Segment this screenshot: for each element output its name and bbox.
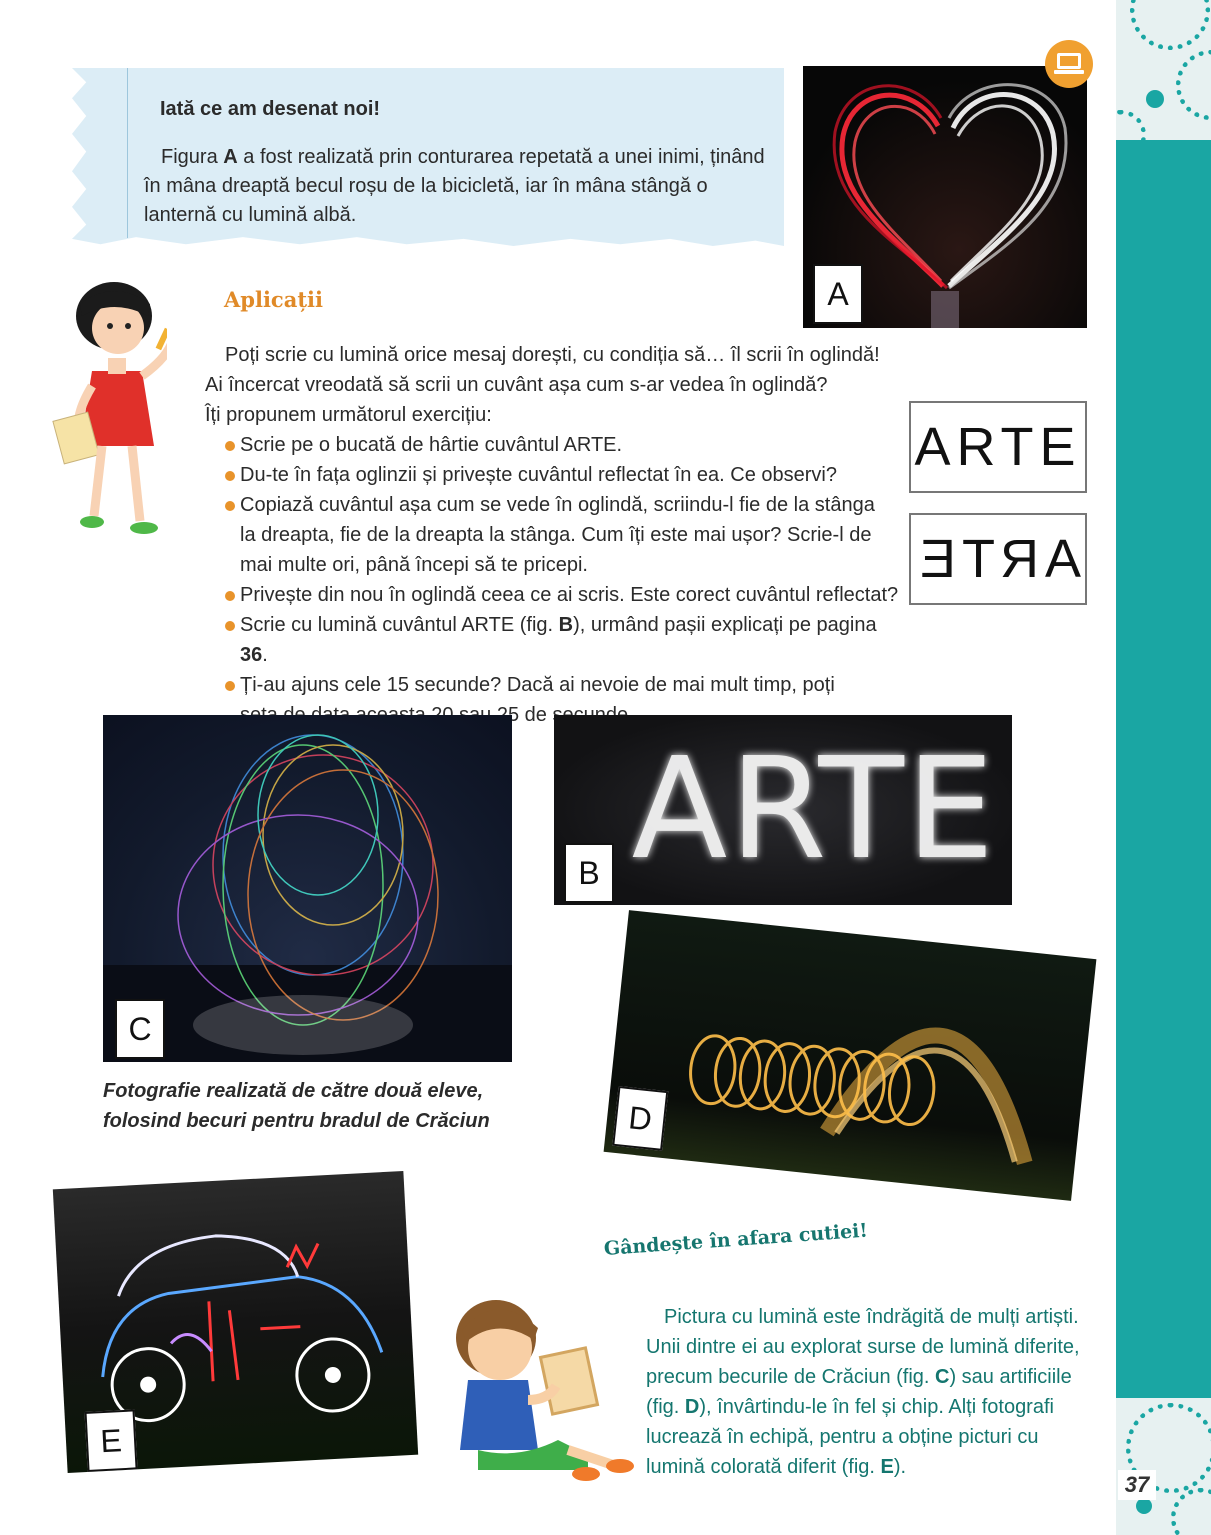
girl-thinking-illustration	[52, 276, 167, 546]
intro-line-2: Ai încercat vreodată să scrii un cuvânt așa cum s-ar vedea în oglindă?	[205, 374, 828, 396]
list-item: Privește din nou în oglindă ceea ce ai scris. Este corect cuvântul reflectat?	[205, 580, 905, 610]
photo-e-label: E	[85, 1409, 138, 1472]
photo-c-christmas-lights	[103, 715, 512, 1062]
list-item: Scrie pe o bucată de hârtie cuvântul ARTE.	[205, 430, 905, 460]
list-item: Scrie cu lumină cuvântul ARTE (fig. B), urmând pașii explicați pe pagina 36.	[205, 610, 905, 670]
bullet-dot	[225, 501, 235, 511]
bullet-dot	[225, 621, 235, 631]
photo-e-light-car	[53, 1171, 418, 1473]
arte-word-box: ARTE	[909, 401, 1087, 493]
photo-d-sparkler-spirals	[604, 910, 1097, 1201]
side-band	[1116, 0, 1211, 1535]
applications-text	[205, 340, 905, 730]
note-margin-line	[127, 68, 128, 238]
photo-b-arte-light	[554, 715, 1012, 905]
photo-c-caption: Fotografie realizată de către două eleve, folosind becuri pentru bradul de Crăciun	[103, 1080, 490, 1132]
page-number: 37	[1118, 1470, 1156, 1500]
side-band-top-pattern	[1116, 0, 1211, 140]
photo-a-light-heart	[803, 66, 1087, 328]
bullet-dot	[225, 681, 235, 691]
bullet-dot	[225, 441, 235, 451]
think-body: Pictura cu lumină este îndrăgită de mulți artiști. Unii dintre ei au explorat surse de lumină diferite, precum becurile de Crăciun (fig. C) sau artificiile (fig. D), învârtindu-le în fel și chip. Alți fotografi lucrează în echipă, pentru a obține picturi cu lumină colorată diferit (fig. E).	[646, 1306, 1080, 1478]
bullet-dot	[225, 591, 235, 601]
photo-c-label: C	[115, 999, 165, 1059]
note-title: Iată ce am desenat noi!	[160, 98, 381, 120]
photo-b-label: B	[564, 843, 614, 903]
sparkler-illustration	[604, 910, 1097, 1201]
list-item: Du-te în fața oglinzii și privește cuvântul reflectat în ea. Ce observi?	[205, 460, 905, 490]
boy-reading-illustration	[438, 1290, 638, 1485]
think-title: Gândește în afara cutiei!	[603, 1219, 869, 1260]
photo-a-label: A	[813, 264, 863, 324]
intro-line-3: Îți propunem următorul exercițiu:	[205, 404, 492, 426]
side-band-bottom-pattern	[1116, 1398, 1211, 1535]
bullet-dot	[225, 471, 235, 481]
photo-d-label: D	[612, 1086, 668, 1151]
light-written-word: ARTE	[631, 728, 997, 891]
intro-line-1: Poți scrie cu lumină orice mesaj dorești, cu condiția să… îl scrii în oglindă!	[225, 344, 880, 366]
list-item: Copiază cuvântul așa cum se vede în oglindă, scriindu-l fie de la stânga la dreapta, fie de la dreapta la stânga. Cum îți este mai ușor? Scrie-l de mai multe ori, până începi să te pricepi.	[205, 490, 905, 580]
laptop-icon	[1045, 40, 1093, 88]
arte-mirrored-box: ARTE	[909, 513, 1087, 605]
note-body: Figura A a fost realizată prin conturarea repetată a unei inimi, ținând în mâna dreaptă becul roșu de la bicicletă, iar în mâna stângă o lanternă cu lumină albă.	[144, 146, 765, 226]
list-item: Ți-au ajuns cele 15 secunde? Dacă ai nevoie de mai mult timp, poți de	[205, 670, 905, 730]
exercise-list	[205, 430, 905, 730]
section-title: Aplicații	[224, 287, 323, 312]
